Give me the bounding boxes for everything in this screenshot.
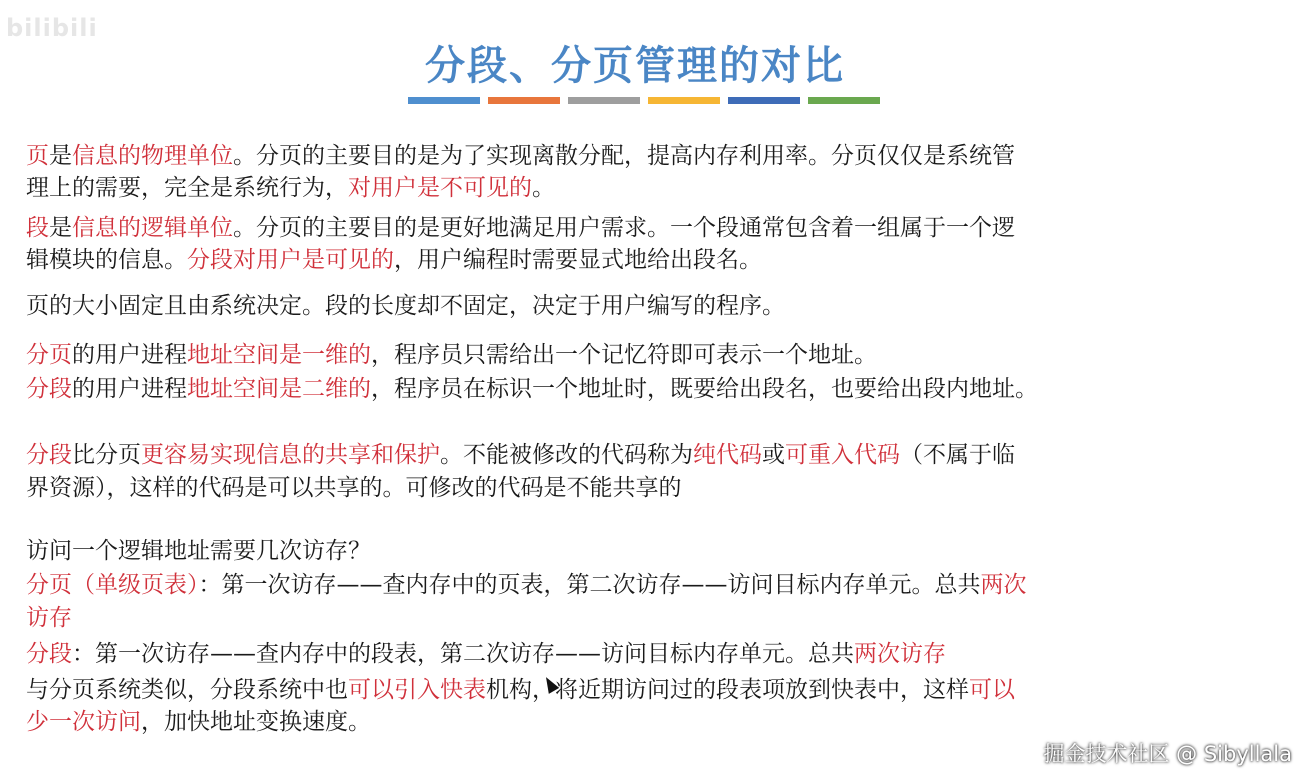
text-line-6 bbox=[26, 339, 877, 371]
body-text: 辑模块的信息。 bbox=[26, 247, 187, 273]
red-text: 两次 bbox=[980, 572, 1027, 598]
text-line-14 bbox=[26, 674, 1015, 706]
body-text: 访问一个逻辑地址需要几次访存？ bbox=[26, 538, 371, 564]
accent-bar-5 bbox=[728, 97, 800, 104]
body-text: ，加快地址变换速度。 bbox=[141, 709, 371, 735]
body-text: 是 bbox=[49, 215, 72, 241]
text-line-9 bbox=[26, 472, 682, 504]
text-line-15 bbox=[26, 706, 371, 738]
body-text: 或 bbox=[762, 442, 785, 468]
red-text: 段 bbox=[26, 215, 49, 241]
text-line-3 bbox=[26, 212, 1015, 244]
body-text: 界资源），这样的代码是可以共享的。可修改的代码是不能共享的 bbox=[26, 475, 682, 501]
red-text: 页 bbox=[26, 143, 49, 169]
text-line-7 bbox=[26, 373, 1038, 405]
accent-bar-3 bbox=[568, 97, 640, 104]
text-line-4 bbox=[26, 244, 762, 276]
accent-bar-2 bbox=[488, 97, 560, 104]
text-line-2 bbox=[26, 172, 555, 204]
body-text: ，程序员只需给出一个记忆符即可表示一个地址。 bbox=[371, 342, 877, 368]
red-text: 更容易实现信息的共享和保护 bbox=[141, 442, 440, 468]
accent-bars bbox=[408, 97, 880, 104]
body-text: ：第一次访存——查内存中的段表，第二次访存——访问目标内存单元。总共 bbox=[72, 641, 854, 667]
text-line-10 bbox=[26, 535, 371, 567]
text-line-11 bbox=[26, 569, 1027, 601]
body-text: 。不能被修改的代码称为 bbox=[440, 442, 693, 468]
red-text: 少一次访问 bbox=[26, 709, 141, 735]
body-text: 的用户进程 bbox=[72, 342, 187, 368]
body-text: （不属于临 bbox=[900, 442, 1015, 468]
text-line-5 bbox=[26, 290, 785, 322]
text-line-13 bbox=[26, 638, 946, 670]
red-text: 访存 bbox=[26, 605, 72, 631]
body-text: 的用户进程 bbox=[72, 376, 187, 402]
body-text: 比分页 bbox=[72, 442, 141, 468]
text-line-8 bbox=[26, 439, 1015, 471]
red-text: 对用户是不可见的 bbox=[348, 175, 532, 201]
accent-bar-6 bbox=[808, 97, 880, 104]
body-text: ：第一次访存——查内存中的页表，第二次访存——访问目标内存单元。总共 bbox=[198, 572, 981, 598]
body-text: 理上的需要，完全是系统行为， bbox=[26, 175, 348, 201]
body-text: ，程序员在标识一个地址时，既要给出段名，也要给出段内地址。 bbox=[371, 376, 1038, 402]
accent-bar-4 bbox=[648, 97, 720, 104]
body-text: 页的大小固定且由系统决定。段的长度却不固定，决定于用户编写的程序。 bbox=[26, 293, 785, 319]
red-text: 分页 bbox=[26, 342, 72, 368]
body-text: 。分页的主要目的是更好地满足用户需求。一个段通常包含着一组属于一个逻 bbox=[233, 215, 1015, 241]
page-title: 分段、分页管理的对比 bbox=[425, 43, 845, 89]
bilibili-logo-watermark: bilibili bbox=[6, 14, 98, 42]
red-text: 信息的逻辑单位 bbox=[72, 215, 233, 241]
body-text: 机构，将近期访问过的段表项放到快表中，这样 bbox=[486, 677, 969, 703]
red-text: 地址空间是一维的 bbox=[187, 342, 371, 368]
body-text: 。 bbox=[532, 175, 555, 201]
red-text: 可重入代码 bbox=[785, 442, 900, 468]
red-text: 分段对用户是可见的 bbox=[187, 247, 394, 273]
red-text: 分段 bbox=[26, 442, 72, 468]
body-text: 是 bbox=[49, 143, 72, 169]
red-text: 分段 bbox=[26, 376, 72, 402]
red-text: 可以引入快表 bbox=[348, 677, 486, 703]
red-text: 纯代码 bbox=[693, 442, 762, 468]
red-text: 地址空间是二维的 bbox=[187, 376, 371, 402]
red-text: 两次访存 bbox=[854, 641, 946, 667]
body-text: ，用户编程时需要显式地给出段名。 bbox=[394, 247, 762, 273]
body-text: 。分页的主要目的是为了实现离散分配，提高内存利用率。分页仅仅是系统管 bbox=[233, 143, 1015, 169]
red-text: 信息的物理单位 bbox=[72, 143, 233, 169]
body-text: 与分页系统类似，分段系统中也 bbox=[26, 677, 348, 703]
accent-bar-1 bbox=[408, 97, 480, 104]
text-line-1 bbox=[26, 140, 1015, 172]
red-text: 分页（单级页表） bbox=[26, 572, 199, 598]
text-line-12 bbox=[26, 602, 72, 634]
red-text: 可以 bbox=[969, 677, 1015, 703]
site-watermark: 掘金技术社区 @ Sibyllala bbox=[1043, 742, 1292, 766]
red-text: 分段 bbox=[26, 641, 72, 667]
